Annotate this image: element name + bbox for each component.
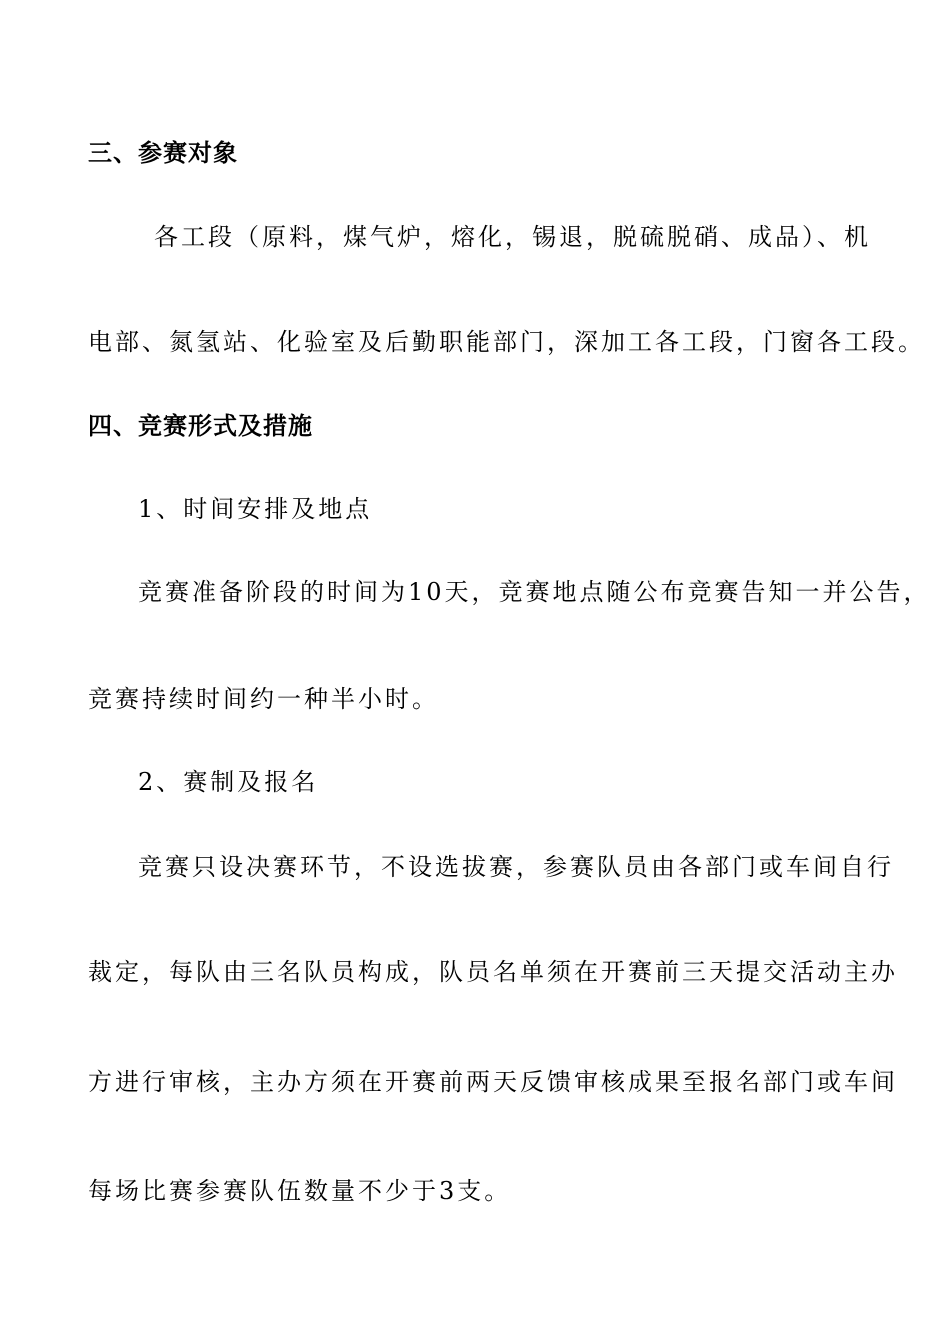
section3-paragraph-line-1: 各工段（原料，煤气炉，熔化，锡退，脱硫脱硝、成品）、机 [154,223,871,251]
item2-title: 2、赛制及报名 [138,768,319,796]
section3-paragraph-line-2: 电部、氮氢站、化验室及后勤职能部门，深加工各工段，门窗各工段。 [88,328,925,356]
item1-paragraph-line-1: 竞赛准备阶段的时间为10天，竞赛地点随公布竞赛告知一并公告， [138,578,931,606]
item2-paragraph-line-2: 裁定，每队由三名队员构成，队员名单须在开赛前三天提交活动主办 [88,958,898,986]
item2-paragraph-line-4: 每场比赛参赛队伍数量不少于3支。 [88,1177,512,1205]
section4-heading: 四、竞赛形式及措施 [88,412,313,440]
item2-paragraph-line-1: 竞赛只设决赛环节，不设选拔赛，参赛队员由各部门或车间自行 [138,853,894,881]
item1-paragraph-line-2: 竞赛持续时间约一种半小时。 [88,685,439,713]
item1-title: 1、时间安排及地点 [138,495,373,523]
item2-paragraph-line-3: 方进行审核，主办方须在开赛前两天反馈审核成果至报名部门或车间 [88,1068,898,1096]
section3-heading: 三、参赛对象 [88,139,238,167]
